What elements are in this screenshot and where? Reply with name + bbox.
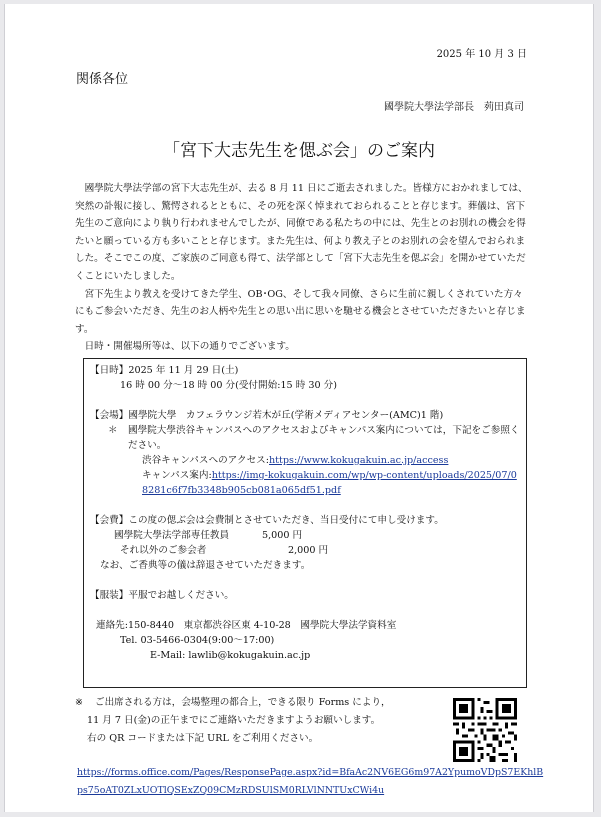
fee-row <box>90 528 520 543</box>
rsvp-line-3: 右の QR コードまたは下記 URL をご利用ください。 <box>87 733 319 744</box>
fee-note: なお、ご香典等の儀は辞退させていただきます。 <box>100 560 311 571</box>
qr-code-icon[interactable] <box>453 698 517 762</box>
letter-body <box>75 180 531 356</box>
fee-label: 【会費】 <box>90 515 129 526</box>
forms-link[interactable]: https://forms.office.com/Pages/ResponsePage.aspx?id=BfaAc2NV6EG6m97A2YpumoVDpS7EKhlBps75oAT0ZLxUOTlQSExZQ09CMzRDSUlSM0RLVlNNTUxCWi4u <box>77 767 544 796</box>
rsvp-line-1: ご出席される方は，会場整理の都合上，できる限り Forms により， <box>95 697 391 708</box>
access-link[interactable]: https://www.kokugakuin.ac.jp/access <box>269 455 449 466</box>
dress-text: 平服でお越しください。 <box>128 590 234 601</box>
datetime-date: 2025 年 11 月 29 日(土) <box>128 365 239 376</box>
sender: 國學院大學法学部長 茢田真司 <box>384 102 524 113</box>
access-label: 渋谷キャンパスへのアクセス: <box>142 455 269 466</box>
fee-row <box>90 543 520 558</box>
contact-email: E-Mail: lawlib@kokugakuin.ac.jp <box>150 650 311 661</box>
fee-who: 國學院大學法学部専任教員 <box>114 530 230 541</box>
contact-tel: Tel. 03-5466-0304(9:00～17:00) <box>120 635 275 646</box>
fee-who: それ以外のご参会者 <box>120 545 207 556</box>
guide-label: キャンパス案内: <box>142 470 212 481</box>
event-details-box <box>83 358 527 688</box>
dress-label: 【服装】 <box>90 590 129 601</box>
dress-line <box>90 588 520 603</box>
document-page <box>4 4 594 812</box>
access-line <box>90 453 520 468</box>
fee-amount: 2,000 円 <box>288 545 329 556</box>
paragraph-3: 日時・開催場所等は、以下の通りでございます。 <box>84 341 295 353</box>
venue-label: 【会場】 <box>90 410 129 421</box>
document-title: 「宮下大志先生を偲ぶ会」のご案内 <box>163 141 435 161</box>
contact-address: 連絡先:150-8440 東京都渋谷区東 4-10-28 國學院大學法学資料室 <box>96 620 397 631</box>
paragraph-2: 宮下先生より教えを受けてきた学生、OB･OG、そして我々同僚、さらに生前に親しくされていた方々にもご参会いただき、先生のお人柄や先生との思い出に思いを馳せる機会とさせていただきたいと存じます。 <box>75 288 526 335</box>
datetime-label: 【日時】 <box>90 365 129 376</box>
rsvp-note <box>75 694 455 748</box>
note-mark: ※ <box>75 697 84 708</box>
fee-amount: 5,000 円 <box>262 530 303 541</box>
asterisk-icon: ＊ <box>108 425 118 436</box>
venue-note-text: 國學院大學渋谷キャンパスへのアクセスおよびキャンパス案内については，下記をご参照ください。 <box>128 425 520 451</box>
datetime-time: 16 時 00 分～18 時 00 分(受付開始:15 時 30 分) <box>120 380 337 391</box>
guide-line <box>90 468 520 498</box>
venue-note <box>90 423 520 453</box>
fee-line <box>90 513 520 528</box>
guide-link[interactable]: https://img-kokugakuin.com/wp/wp-content/uploads/2025/07/08281c6f7fb3348b905cb081a065df51.pdf <box>142 470 517 496</box>
paragraph-1: 國學院大學法学部の宮下大志先生が、去る 8 月 11 日にご逝去されました。皆様方におかれましては、突然の訃報に接し、驚愕されるとともに、その死を深く悼まれておられることと存じます。葬儀は、宮下先生のご意向により執り行われませんでしたが、同僚である私たちの中には、先生とのお別れの機会を得たいと願っている方も多いことと存じます。また先生は、何より教え子とのお別れの会を望んでおられました。そこでこの度、ご家族のご同意も得て、法学部として「宮下大志先生を偲ぶ会」を開かせていただくことにいたしました。 <box>75 183 528 282</box>
fee-text: この度の偲ぶ会は会費制とさせていただき、当日受付にて申し受けます。 <box>128 515 444 526</box>
venue-text: 國學院大學 カフェラウンジ若木が丘(学術メディアセンター(AMC)1 階) <box>128 410 444 421</box>
addressee: 関係各位 <box>76 72 129 87</box>
datetime-line <box>90 363 520 378</box>
venue-line <box>90 408 520 423</box>
document-date: 2025 年 10 月 3 日 <box>436 49 527 60</box>
rsvp-line-2: 11 月 7 日(金)の正午までにご連絡いただきますようお願いします。 <box>87 715 381 726</box>
